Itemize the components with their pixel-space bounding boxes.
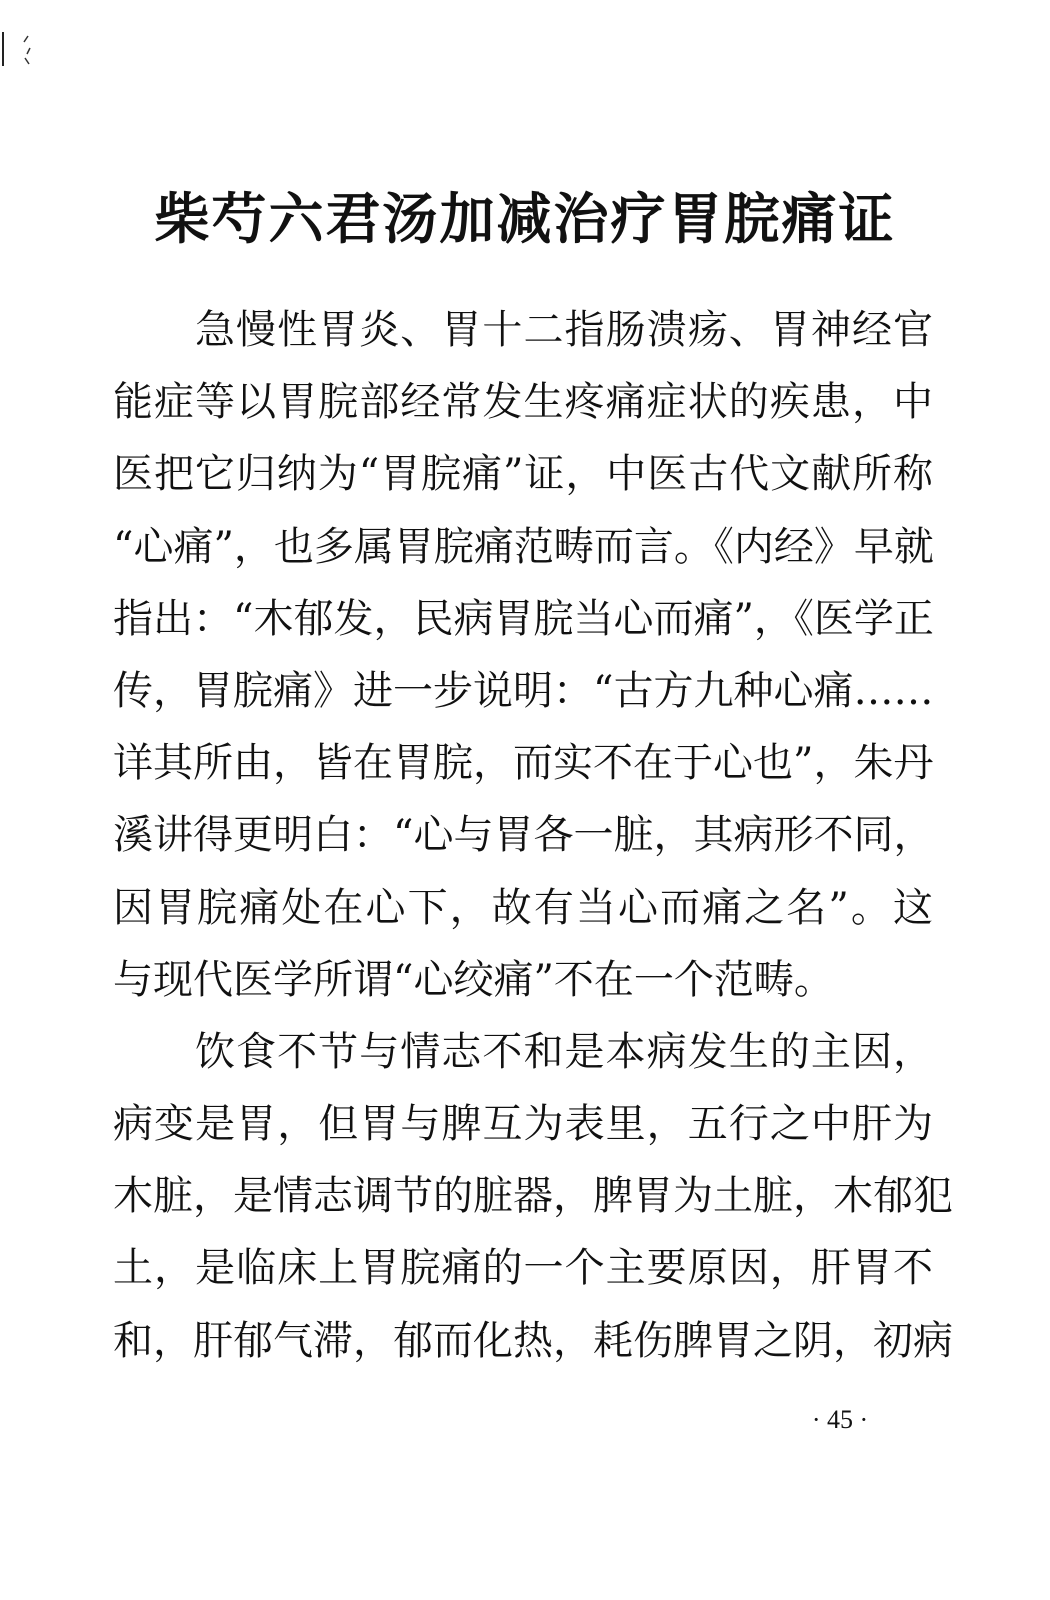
text-line: 木脏，是情志调节的脏器，脾胃为土脏，木郁犯 (113, 1173, 953, 1220)
text-line: 指出：“木郁发，民病胃脘当心而痛”，《医学正 (113, 595, 934, 642)
text-line: 医把它归纳为“胃脘痛”证，中医古代文献所称 (113, 451, 933, 498)
text-line: 急慢性胃炎、胃十二指肠溃疡、胃神经官 (195, 307, 933, 353)
text-line: 土，是临床上胃脘痛的一个主要原因，肝胃不 (113, 1245, 933, 1292)
article-title: 柴芍六君汤加减治疗胃脘痛证 (154, 186, 896, 251)
text-line: 传，胃脘痛》进一步说明：“古方九种心痛…… (113, 667, 934, 714)
paragraph-1 (113, 294, 933, 1016)
article-body (113, 294, 953, 1377)
text-line: 与现代医学所谓“心绞痛”不在一个范畴。 (113, 956, 834, 1003)
page-number: · 45 · (811, 1405, 869, 1434)
text-line: 和，肝郁气滞，郁而化热，耗伤脾胃之阴，初病 (113, 1317, 953, 1364)
paragraph-2 (113, 1016, 953, 1377)
text-line: 病变是胃，但胃与脾互为表里，五行之中肝为 (113, 1101, 933, 1148)
text-line: 因胃脘痛处在心下，故有当心而痛之名”。这 (113, 884, 933, 931)
scan-edge-mark (0, 30, 40, 70)
text-line: 详其所由，皆在胃脘，而实不在于心也”，朱丹 (113, 740, 934, 787)
text-line: 能症等以胃脘部经常发生疼痛症状的疾患，中 (113, 379, 933, 426)
text-line: “心痛”，也多属胃脘痛范畴而言。《内经》早就 (113, 523, 934, 570)
text-line: 溪讲得更明白：“心与胃各一脏，其病形不同， (113, 812, 934, 859)
text-line: 饮食不节与情志不和是本病发生的主因， (195, 1028, 933, 1075)
